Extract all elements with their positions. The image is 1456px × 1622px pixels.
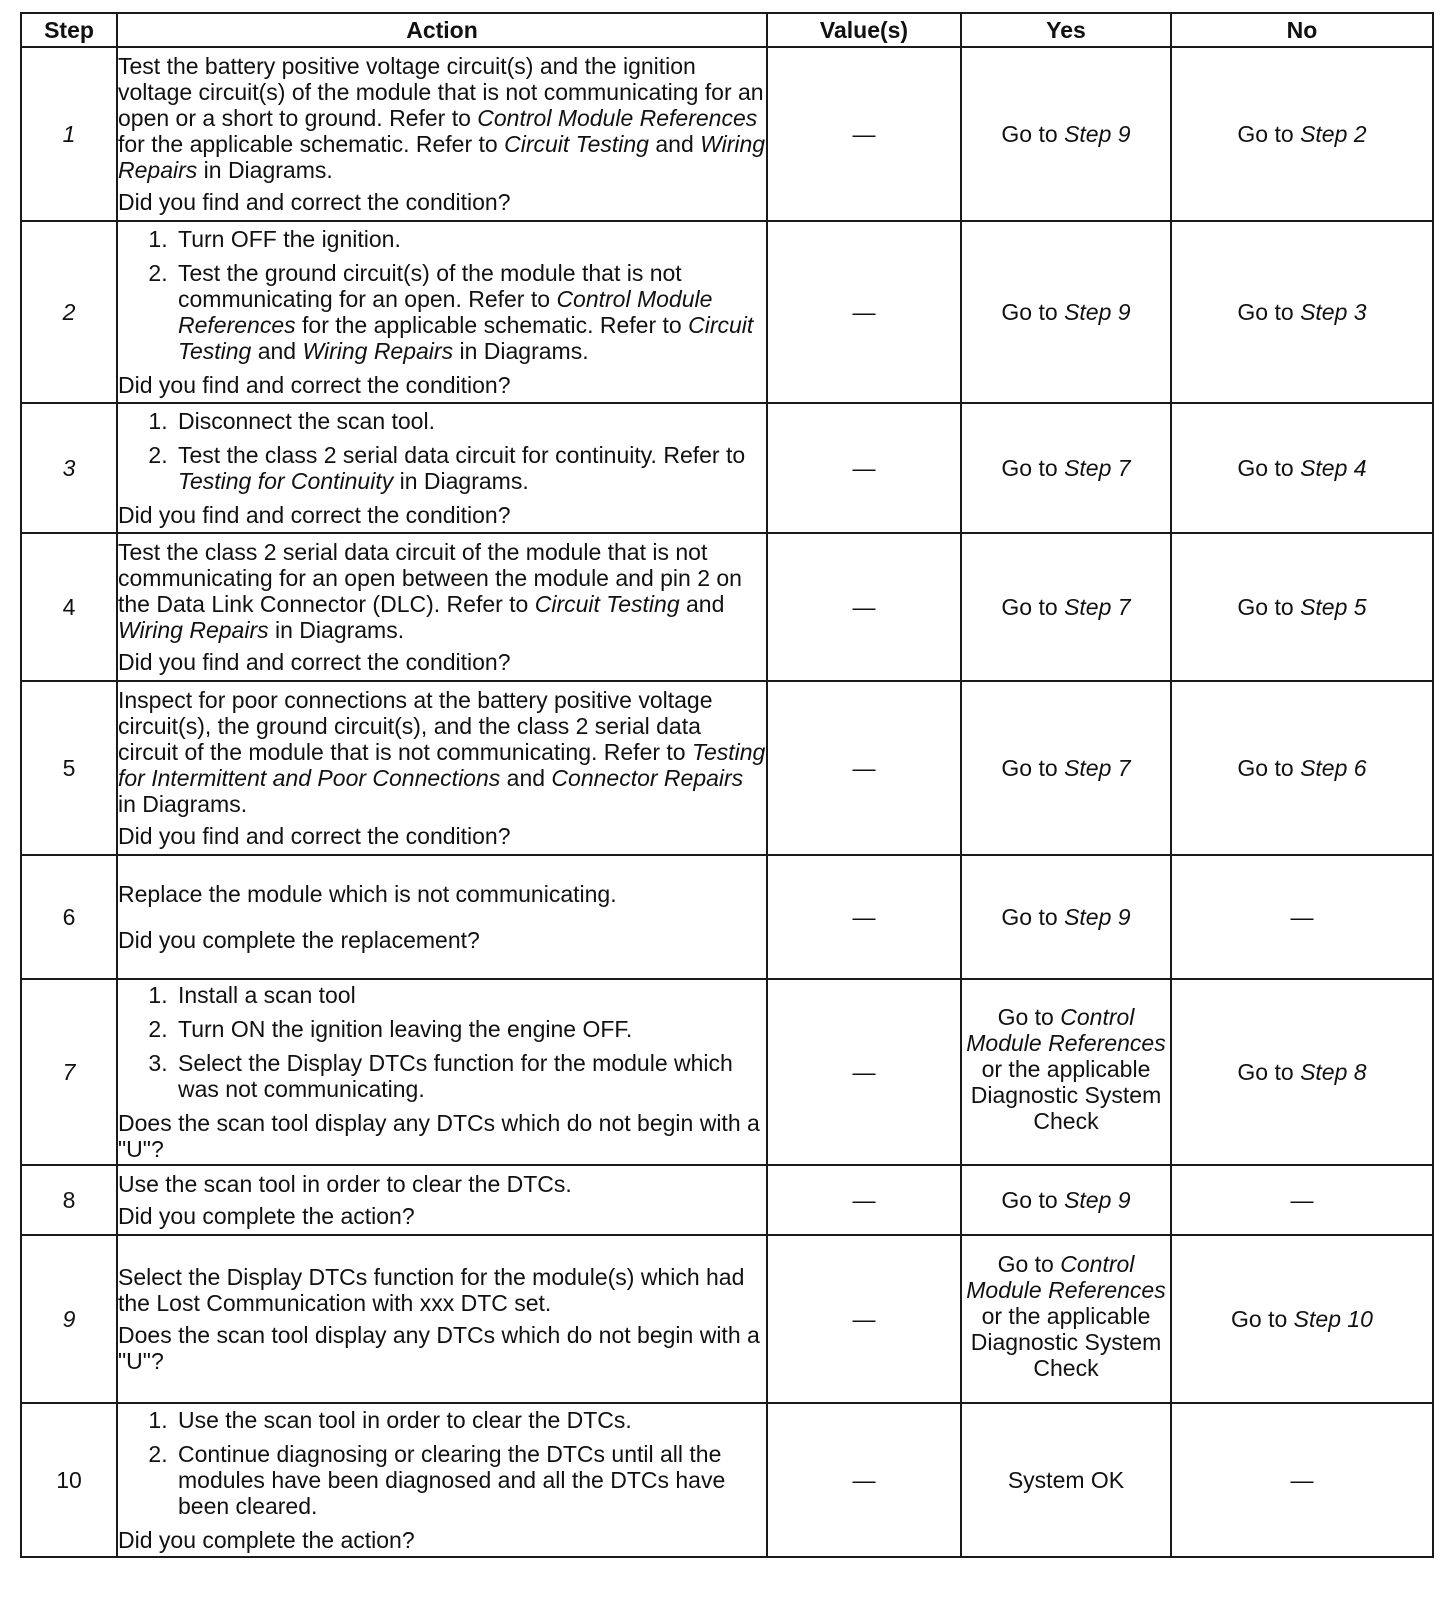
table-row bbox=[21, 403, 1433, 533]
table-row bbox=[21, 1235, 1433, 1403]
header-yes: Yes bbox=[961, 13, 1171, 47]
action-text-part: Test the battery positive voltage circuit(s) and the ignition voltage circuit(s) of the module that is not communicating for an open or a short to ground. Refer to bbox=[118, 53, 764, 131]
action-cell bbox=[117, 1403, 767, 1557]
list-item: 1. Install a scan tool bbox=[174, 982, 766, 1008]
action-text-part: for the applicable schematic. Refer to bbox=[302, 312, 682, 338]
goto-text: Go to bbox=[1231, 1306, 1288, 1332]
step-number: 5 bbox=[21, 681, 117, 855]
goto-text: Go to bbox=[1237, 594, 1294, 620]
goto-step-ref: Step 7 bbox=[1064, 455, 1131, 481]
goto-text: Go to bbox=[1001, 299, 1058, 325]
goto-step-ref: Step 4 bbox=[1300, 455, 1367, 481]
action-question: Did you complete the action? bbox=[118, 1527, 415, 1553]
goto-doc-ref: Control Module References bbox=[966, 1251, 1166, 1303]
action-text bbox=[118, 687, 766, 817]
yes-cell bbox=[961, 1165, 1171, 1235]
action-text-part: for the applicable schematic. Refer to bbox=[118, 131, 498, 157]
action-question: Does the scan tool display any DTCs which do not begin with a "U"? bbox=[118, 1110, 760, 1162]
goto-step-ref: Step 7 bbox=[1064, 594, 1131, 620]
action-text: Use the scan tool in order to clear the DTCs. bbox=[118, 1171, 572, 1197]
action-cell bbox=[117, 533, 767, 681]
action-cell bbox=[117, 979, 767, 1165]
table-row bbox=[21, 681, 1433, 855]
step-number: 8 bbox=[21, 1165, 117, 1235]
goto-step-ref: Step 7 bbox=[1064, 755, 1131, 781]
goto-text: or the applicable Diagnostic System Check bbox=[970, 1303, 1162, 1381]
action-question: Did you find and correct the condition? bbox=[118, 502, 511, 528]
action-cell bbox=[117, 1235, 767, 1403]
goto-step-ref: Step 2 bbox=[1300, 121, 1367, 147]
action-question: Did you complete the replacement? bbox=[118, 927, 480, 953]
value-cell: — bbox=[767, 221, 961, 403]
list-item: 1. Use the scan tool in order to clear the DTCs. bbox=[174, 1407, 766, 1433]
yes-cell bbox=[961, 979, 1171, 1165]
action-text bbox=[118, 53, 766, 183]
action-text-part: in Diagrams. bbox=[275, 617, 405, 643]
table-row bbox=[21, 1165, 1433, 1235]
action-question: Does the scan tool display any DTCs which do not begin with a "U"? bbox=[118, 1322, 760, 1374]
yes-cell bbox=[961, 855, 1171, 979]
step-number: 3 bbox=[21, 403, 117, 533]
table-row bbox=[21, 47, 1433, 221]
action-cell bbox=[117, 47, 767, 221]
action-steps-list bbox=[118, 226, 766, 364]
doc-reference: Wiring Repairs bbox=[302, 338, 454, 364]
diagnostic-table bbox=[20, 12, 1434, 1558]
no-cell: — bbox=[1171, 855, 1433, 979]
goto-text: Go to bbox=[1001, 1187, 1058, 1213]
table-header-row bbox=[21, 13, 1433, 47]
goto-step-ref: Step 9 bbox=[1064, 299, 1131, 325]
no-cell bbox=[1171, 681, 1433, 855]
step-number: 7 bbox=[21, 979, 117, 1165]
goto-text: Go to bbox=[1001, 594, 1058, 620]
action-text: Replace the module which is not communicating. bbox=[118, 881, 617, 907]
value-cell: — bbox=[767, 403, 961, 533]
step-number: 2 bbox=[21, 221, 117, 403]
action-question: Did you find and correct the condition? bbox=[118, 649, 511, 675]
value-cell: — bbox=[767, 1165, 961, 1235]
action-text-part: and bbox=[655, 131, 694, 157]
no-cell bbox=[1171, 403, 1433, 533]
table-row bbox=[21, 855, 1433, 979]
action-cell bbox=[117, 221, 767, 403]
doc-reference: Control Module References bbox=[477, 105, 758, 131]
table-row bbox=[21, 979, 1433, 1165]
action-text-part: Test the class 2 serial data circuit for continuity. Refer to bbox=[178, 442, 746, 468]
goto-text: Go to bbox=[997, 1004, 1054, 1030]
goto-text: Go to bbox=[1001, 904, 1058, 930]
doc-reference: Circuit Testing bbox=[178, 312, 754, 364]
goto-step-ref: Step 9 bbox=[1064, 121, 1131, 147]
action-steps-list bbox=[118, 408, 766, 494]
goto-text: Go to bbox=[1237, 1059, 1294, 1085]
diagnostic-procedure-document bbox=[20, 12, 1432, 1558]
doc-reference: Wiring Repairs bbox=[118, 131, 766, 183]
yes-cell bbox=[961, 221, 1171, 403]
goto-text: Go to bbox=[1001, 121, 1058, 147]
action-cell bbox=[117, 1165, 767, 1235]
step-number: 6 bbox=[21, 855, 117, 979]
goto-text: Go to bbox=[1237, 755, 1294, 781]
goto-text: or the applicable Diagnostic System Check bbox=[970, 1056, 1162, 1134]
action-text-part: Inspect for poor connections at the battery positive voltage circuit(s), the ground circuit(s), and the class 2 serial data circuit of the module that is not communicating. Refer to bbox=[118, 687, 713, 765]
value-cell: — bbox=[767, 47, 961, 221]
doc-reference: Testing for Continuity bbox=[178, 468, 394, 494]
doc-reference: Circuit Testing bbox=[534, 591, 680, 617]
goto-step-ref: Step 6 bbox=[1300, 755, 1367, 781]
goto-step-ref: Step 10 bbox=[1293, 1306, 1373, 1332]
list-item bbox=[174, 442, 766, 494]
action-question: Did you find and correct the condition? bbox=[118, 372, 511, 398]
action-cell bbox=[117, 681, 767, 855]
goto-step-ref: Step 8 bbox=[1300, 1059, 1367, 1085]
step-number: 9 bbox=[21, 1235, 117, 1403]
list-item: 2. Continue diagnosing or clearing the DTCs until all the modules have been diagnosed and all the DTCs have been cleared. bbox=[174, 1441, 766, 1519]
goto-doc-ref: Control Module References bbox=[966, 1004, 1166, 1056]
header-values: Value(s) bbox=[767, 13, 961, 47]
action-text-part: and bbox=[257, 338, 297, 364]
action-steps-list bbox=[118, 982, 766, 1102]
action-question: Did you complete the action? bbox=[118, 1203, 415, 1229]
yes-cell bbox=[961, 403, 1171, 533]
list-item: 1. Turn OFF the ignition. bbox=[174, 226, 766, 252]
list-item: 1. Disconnect the scan tool. bbox=[174, 408, 766, 434]
goto-text: Go to bbox=[1237, 121, 1294, 147]
action-cell bbox=[117, 855, 767, 979]
goto-step-ref: Step 9 bbox=[1064, 904, 1131, 930]
goto-text: Go to bbox=[1001, 455, 1058, 481]
step-number: 4 bbox=[21, 533, 117, 681]
goto-text: Go to bbox=[997, 1251, 1054, 1277]
yes-cell bbox=[961, 533, 1171, 681]
step-number: 1 bbox=[21, 47, 117, 221]
step-number: 10 bbox=[21, 1403, 117, 1557]
no-cell bbox=[1171, 221, 1433, 403]
table-row bbox=[21, 221, 1433, 403]
list-item: 2. Turn ON the ignition leaving the engine OFF. bbox=[174, 1016, 766, 1042]
action-cell bbox=[117, 403, 767, 533]
action-text-part: Test the class 2 serial data circuit of the module that is not communicating for an open between the module and pin 2 on the Data Link Connector (DLC). Refer to bbox=[118, 539, 742, 617]
yes-cell bbox=[961, 681, 1171, 855]
action-question: Did you find and correct the condition? bbox=[118, 189, 511, 215]
value-cell: — bbox=[767, 681, 961, 855]
action-text-part: and bbox=[506, 765, 546, 791]
action-text-part: in Diagrams. bbox=[118, 791, 248, 817]
goto-text: Go to bbox=[1237, 455, 1294, 481]
no-cell bbox=[1171, 979, 1433, 1165]
value-cell: — bbox=[767, 1235, 961, 1403]
header-action: Action bbox=[117, 13, 767, 47]
value-cell: — bbox=[767, 1403, 961, 1557]
value-cell: — bbox=[767, 855, 961, 979]
list-item: 3. Select the Display DTCs function for the module which was not communicating. bbox=[174, 1050, 766, 1102]
goto-step-ref: Step 5 bbox=[1300, 594, 1367, 620]
action-question: Did you find and correct the condition? bbox=[118, 823, 511, 849]
no-cell bbox=[1171, 533, 1433, 681]
doc-reference: Circuit Testing bbox=[504, 131, 649, 157]
doc-reference: Control Module References bbox=[178, 286, 713, 338]
no-cell: — bbox=[1171, 1403, 1433, 1557]
yes-cell bbox=[961, 1235, 1171, 1403]
action-text-part: in Diagrams. bbox=[459, 338, 589, 364]
table-row bbox=[21, 533, 1433, 681]
no-cell bbox=[1171, 47, 1433, 221]
goto-text: Go to bbox=[1001, 755, 1058, 781]
doc-reference: Testing for Intermittent and Poor Connections bbox=[118, 739, 766, 791]
no-cell bbox=[1171, 1235, 1433, 1403]
value-cell: — bbox=[767, 533, 961, 681]
action-text bbox=[118, 539, 766, 643]
yes-cell bbox=[961, 47, 1171, 221]
action-text: Select the Display DTCs function for the module(s) which had the Lost Communication with xxx DTC set. bbox=[118, 1264, 745, 1316]
action-text-part: in Diagrams. bbox=[399, 468, 529, 494]
goto-text: Go to bbox=[1237, 299, 1294, 325]
table-row bbox=[21, 1403, 1433, 1557]
goto-step-ref: Step 9 bbox=[1064, 1187, 1131, 1213]
value-cell: — bbox=[767, 979, 961, 1165]
goto-step-ref: Step 3 bbox=[1300, 299, 1367, 325]
action-steps-list bbox=[118, 1407, 766, 1519]
list-item bbox=[174, 260, 766, 364]
action-text-part: in Diagrams. bbox=[203, 157, 333, 183]
doc-reference: Connector Repairs bbox=[551, 765, 744, 791]
no-cell: — bbox=[1171, 1165, 1433, 1235]
header-step: Step bbox=[21, 13, 117, 47]
action-text-part: Test the ground circuit(s) of the module that is not communicating for an open. Refer to bbox=[178, 260, 682, 312]
yes-cell: System OK bbox=[961, 1403, 1171, 1557]
header-no: No bbox=[1171, 13, 1433, 47]
doc-reference: Wiring Repairs bbox=[118, 617, 269, 643]
action-text-part: and bbox=[686, 591, 725, 617]
